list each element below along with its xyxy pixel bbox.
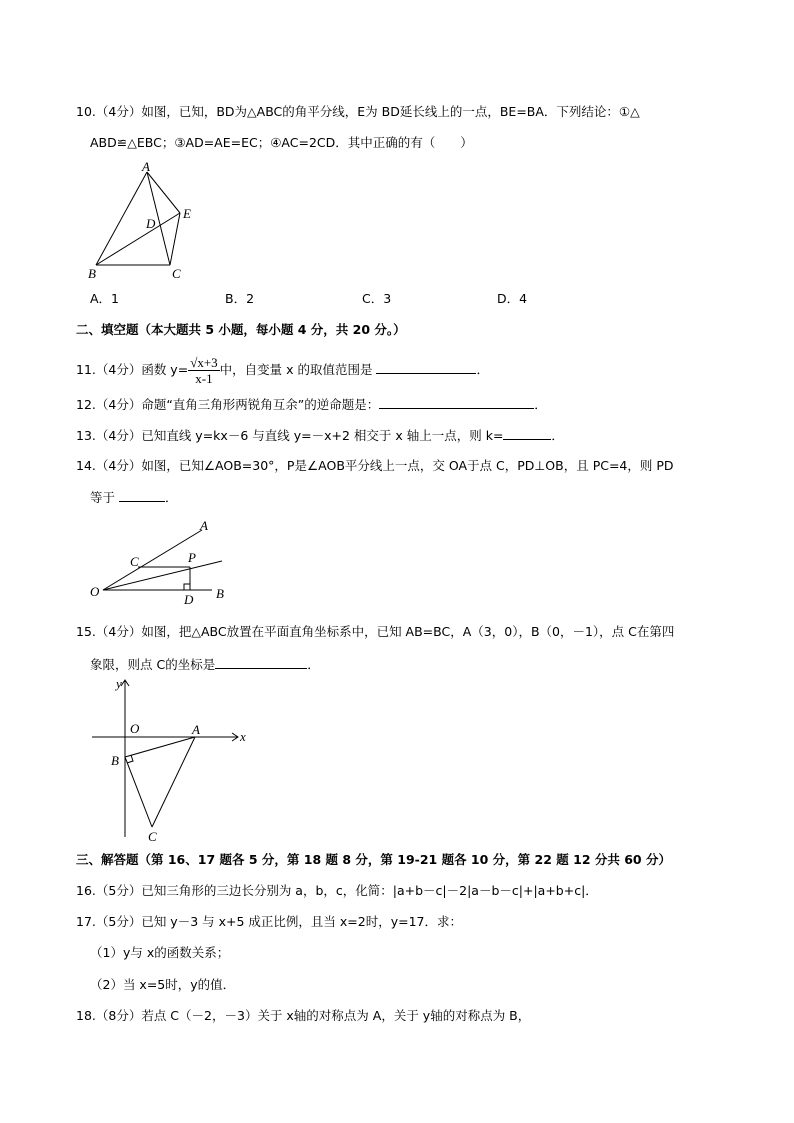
q16: 16.（5分）已知三角形的三边长分别为 a，b，c，化简：|a+b－c|－2|a－b－c|+|a+b+c|．	[76, 883, 598, 898]
label-A: A	[142, 159, 150, 174]
q10-line2: ABD≌△EBC；③AD=AE=EC；④AC=2CD．其中正确的有（ ）	[90, 135, 473, 150]
denominator: x-1	[195, 371, 213, 386]
label-O: O	[90, 584, 100, 599]
q17: 17.（5分）已知 y－3 与 x+5 成正比例，且当 x=2时，y=17．求：	[76, 914, 462, 929]
q13-end: ．	[551, 428, 564, 443]
q10-option-d: D．4	[497, 291, 528, 306]
answer-blank[interactable]	[379, 396, 534, 409]
q10-line1: 10.（4分）如图，已知，BD为△ABC的角平分线，E为 BD延长线上的一点，BE=BA．下列结论：①△	[76, 104, 640, 119]
q11-pre: 11.（4分）函数 y=	[76, 362, 189, 377]
answer-blank[interactable]	[376, 361, 476, 374]
numerator: √x+3	[190, 355, 218, 370]
q10-figure	[96, 172, 180, 265]
label-B: B	[88, 266, 96, 281]
q13-text: 13.（4分）已知直线 y=kx－6 与直线 y=－x+2 相交于 x 轴上一点，则 k=	[76, 428, 504, 443]
q14-figure	[103, 530, 222, 590]
q10-option-b: B．2	[225, 291, 255, 306]
q17-sub1: （1）y与 x的函数关系；	[90, 945, 230, 960]
q14-line1: 14.（4分）如图，已知∠AOB=30°，P是∠AOB平分线上一点，交 OA于点 C，PD⊥OB，且 PC=4，则 PD	[76, 458, 674, 473]
q18: 18.（8分）若点 C（－2，－3）关于 x轴的对称点为 A，关于 y轴的对称点为 B，	[76, 1008, 531, 1023]
label-B: B	[216, 586, 224, 601]
label-C: C	[130, 554, 139, 569]
label-D: D	[146, 216, 156, 231]
label-E: E	[183, 206, 191, 221]
label-y: y	[116, 676, 122, 691]
q15-line2	[90, 656, 320, 673]
section2-heading: 二、填空题（本大题共 5 小题，每小题 4 分，共 20 分。）	[76, 322, 406, 337]
label-P: P	[188, 550, 196, 565]
label-x: x	[240, 729, 246, 744]
q14-text: 等于	[90, 490, 119, 505]
q12-text: 12.（4分）命题“直角三角形两锐角互余”的逆命题是：	[76, 397, 380, 412]
label-O: O	[130, 721, 140, 736]
q14-line2	[90, 489, 178, 506]
fraction	[188, 355, 219, 386]
q10-option-a: A．1	[90, 291, 120, 306]
q14-end: ．	[164, 490, 178, 505]
answer-blank[interactable]	[503, 427, 551, 440]
q12-end: ．	[534, 397, 547, 412]
answer-blank[interactable]	[119, 489, 165, 502]
q15-end: ．	[307, 657, 320, 672]
label-C: C	[148, 829, 157, 844]
label-A: A	[192, 722, 200, 737]
answer-blank[interactable]	[215, 656, 307, 669]
section3-heading: 三、解答题（第 16、17 题各 5 分，第 18 题 8 分，第 19-21 题各 10 分，第 22 题 12 分共 60 分）	[76, 852, 671, 867]
label-B: B	[111, 753, 119, 768]
q13	[76, 427, 564, 444]
label-A: A	[200, 518, 208, 533]
q11-post: 中，自变量 x 的取值范围是	[219, 362, 377, 377]
q12	[76, 396, 547, 413]
q11-end: ．	[476, 362, 489, 377]
label-D: D	[184, 592, 194, 607]
q10-option-c: C．3	[362, 291, 392, 306]
label-C: C	[172, 266, 181, 281]
q15-text: 象限，则点 C的坐标是	[90, 657, 216, 672]
q17-sub2: （2）当 x=5时，y的值．	[90, 977, 236, 992]
q15-line1: 15.（4分）如图，把△ABC放置在平面直角坐标系中，已知 AB=BC，A（3，0），B（0，－1），点 C在第四	[76, 624, 675, 639]
q11	[76, 355, 489, 386]
